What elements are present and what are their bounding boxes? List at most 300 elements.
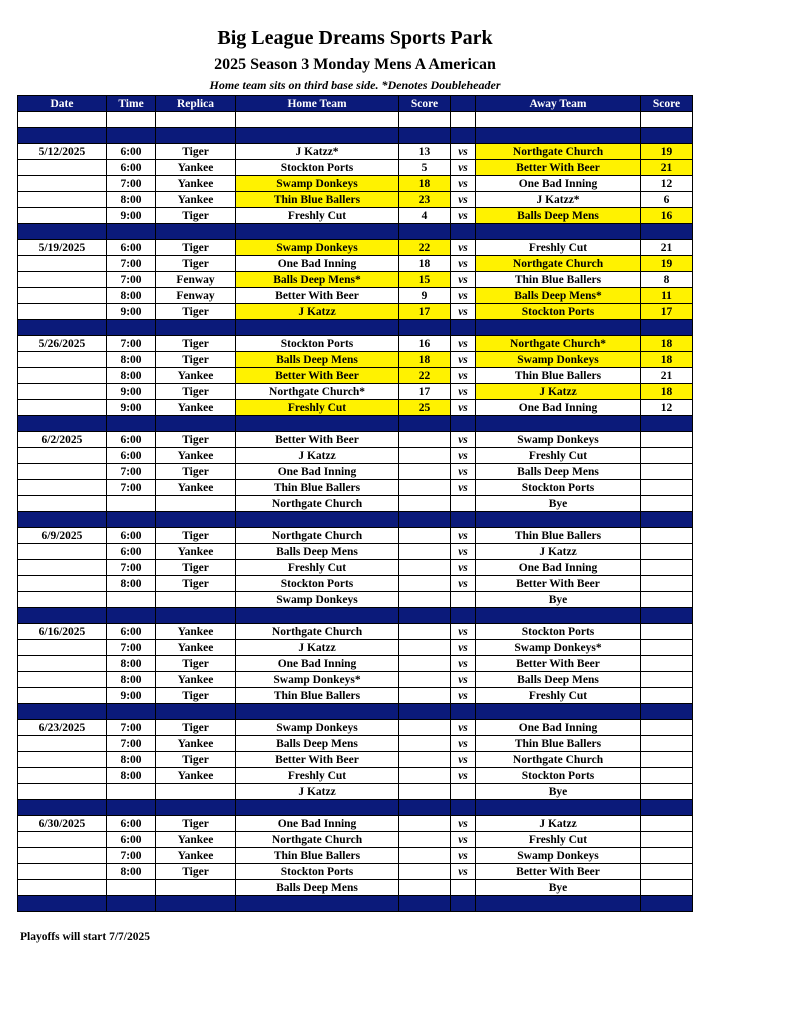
blank-row	[18, 112, 693, 128]
blank-cell	[18, 112, 107, 128]
replica-cell: Fenway	[156, 272, 236, 288]
home-team-cell: Balls Deep Mens	[236, 736, 399, 752]
replica-cell: Tiger	[156, 432, 236, 448]
away-team-cell: Better With Beer	[476, 656, 641, 672]
separator-cell	[18, 320, 107, 336]
separator-cell	[18, 512, 107, 528]
replica-cell: Tiger	[156, 656, 236, 672]
date-cell	[18, 768, 107, 784]
table-row	[18, 720, 693, 736]
home-team-cell: Swamp Donkeys	[236, 176, 399, 192]
away-team-cell: Better With Beer	[476, 160, 641, 176]
replica-cell: Yankee	[156, 480, 236, 496]
col-away-score-header: Score	[641, 96, 693, 112]
date-cell	[18, 352, 107, 368]
home-team-cell: Balls Deep Mens	[236, 544, 399, 560]
home-score-cell	[399, 832, 451, 848]
home-score-cell: 9	[399, 288, 451, 304]
blank-cell	[236, 112, 399, 128]
table-row	[18, 576, 693, 592]
separator-cell	[476, 128, 641, 144]
table-row	[18, 592, 693, 608]
date-cell	[18, 672, 107, 688]
away-team-cell: One Bad Inning	[476, 176, 641, 192]
table-row	[18, 624, 693, 640]
blank-cell	[476, 112, 641, 128]
home-score-cell: 16	[399, 336, 451, 352]
home-score-cell	[399, 736, 451, 752]
away-score-cell: 19	[641, 144, 693, 160]
page-subtitle: 2025 Season 3 Monday Mens A American	[214, 56, 496, 73]
separator-cell	[399, 704, 451, 720]
separator-cell	[156, 320, 236, 336]
away-score-cell	[641, 736, 693, 752]
vs-cell: vs	[451, 144, 476, 160]
home-team-cell: Swamp Donkeys*	[236, 672, 399, 688]
blank-cell	[399, 112, 451, 128]
home-score-cell	[399, 672, 451, 688]
home-team-cell: Better With Beer	[236, 288, 399, 304]
vs-cell: vs	[451, 560, 476, 576]
away-team-cell: Swamp Donkeys	[476, 848, 641, 864]
home-team-cell: Thin Blue Ballers	[236, 688, 399, 704]
vs-cell: vs	[451, 336, 476, 352]
away-team-cell: Bye	[476, 592, 641, 608]
time-cell: 8:00	[107, 656, 156, 672]
date-cell: 6/2/2025	[18, 432, 107, 448]
separator-cell	[399, 224, 451, 240]
away-score-cell	[641, 544, 693, 560]
replica-cell: Tiger	[156, 352, 236, 368]
time-cell: 9:00	[107, 304, 156, 320]
vs-cell: vs	[451, 640, 476, 656]
home-team-cell: Thin Blue Ballers	[236, 192, 399, 208]
home-score-cell	[399, 768, 451, 784]
home-score-cell: 13	[399, 144, 451, 160]
separator-cell	[156, 128, 236, 144]
home-score-cell	[399, 784, 451, 800]
separator-cell	[476, 608, 641, 624]
time-cell: 7:00	[107, 176, 156, 192]
home-team-cell: J Katzz	[236, 448, 399, 464]
replica-cell: Yankee	[156, 672, 236, 688]
home-team-cell: J Katzz	[236, 304, 399, 320]
week-separator	[18, 416, 693, 432]
vs-cell: vs	[451, 384, 476, 400]
time-cell: 8:00	[107, 288, 156, 304]
vs-cell: vs	[451, 864, 476, 880]
table-row	[18, 160, 693, 176]
home-team-cell: Thin Blue Ballers	[236, 848, 399, 864]
away-team-cell: Stockton Ports	[476, 768, 641, 784]
away-team-cell: Swamp Donkeys	[476, 352, 641, 368]
home-team-cell: Freshly Cut	[236, 208, 399, 224]
table-row	[18, 544, 693, 560]
away-score-cell	[641, 880, 693, 896]
away-score-cell: 11	[641, 288, 693, 304]
separator-cell	[107, 800, 156, 816]
home-team-cell: Better With Beer	[236, 432, 399, 448]
separator-cell	[107, 896, 156, 912]
replica-cell: Tiger	[156, 144, 236, 160]
home-team-cell: Freshly Cut	[236, 768, 399, 784]
date-cell	[18, 448, 107, 464]
vs-cell: vs	[451, 768, 476, 784]
time-cell	[107, 592, 156, 608]
away-score-cell: 18	[641, 384, 693, 400]
blank-cell	[451, 112, 476, 128]
separator-cell	[236, 800, 399, 816]
time-cell: 7:00	[107, 464, 156, 480]
home-score-cell	[399, 560, 451, 576]
away-team-cell: Stockton Ports	[476, 304, 641, 320]
away-team-cell: Bye	[476, 496, 641, 512]
time-cell: 7:00	[107, 560, 156, 576]
home-score-cell: 18	[399, 176, 451, 192]
vs-cell: vs	[451, 576, 476, 592]
away-team-cell: Freshly Cut	[476, 448, 641, 464]
vs-cell: vs	[451, 432, 476, 448]
away-score-cell	[641, 688, 693, 704]
replica-cell: Tiger	[156, 256, 236, 272]
date-cell	[18, 752, 107, 768]
blank-cell	[107, 112, 156, 128]
home-score-cell: 17	[399, 384, 451, 400]
home-team-cell: J Katzz*	[236, 144, 399, 160]
date-cell	[18, 288, 107, 304]
playoffs-note: Playoffs will start 7/7/2025	[20, 931, 150, 943]
separator-cell	[156, 800, 236, 816]
time-cell: 8:00	[107, 864, 156, 880]
time-cell: 8:00	[107, 752, 156, 768]
separator-cell	[399, 416, 451, 432]
away-score-cell: 16	[641, 208, 693, 224]
time-cell: 6:00	[107, 160, 156, 176]
date-cell	[18, 688, 107, 704]
time-cell: 9:00	[107, 208, 156, 224]
separator-cell	[641, 800, 693, 816]
col-date-header: Date	[18, 96, 107, 112]
away-score-cell: 18	[641, 352, 693, 368]
separator-cell	[156, 224, 236, 240]
vs-cell: vs	[451, 400, 476, 416]
vs-cell: vs	[451, 272, 476, 288]
date-cell	[18, 656, 107, 672]
home-score-cell: 23	[399, 192, 451, 208]
away-score-cell	[641, 848, 693, 864]
date-cell	[18, 304, 107, 320]
separator-cell	[641, 608, 693, 624]
blank-cell	[156, 112, 236, 128]
time-cell: 6:00	[107, 624, 156, 640]
table-row	[18, 432, 693, 448]
away-score-cell	[641, 496, 693, 512]
date-cell: 6/23/2025	[18, 720, 107, 736]
time-cell: 9:00	[107, 688, 156, 704]
home-score-cell: 18	[399, 352, 451, 368]
date-cell	[18, 208, 107, 224]
home-score-cell	[399, 464, 451, 480]
separator-cell	[236, 896, 399, 912]
separator-cell	[236, 608, 399, 624]
time-cell: 6:00	[107, 816, 156, 832]
separator-cell	[107, 512, 156, 528]
home-score-cell: 5	[399, 160, 451, 176]
home-team-cell: Balls Deep Mens	[236, 880, 399, 896]
table-row	[18, 848, 693, 864]
separator-cell	[451, 416, 476, 432]
away-score-cell	[641, 816, 693, 832]
table-row	[18, 528, 693, 544]
home-team-cell: Stockton Ports	[236, 864, 399, 880]
week-separator	[18, 800, 693, 816]
vs-cell	[451, 784, 476, 800]
away-team-cell: Northgate Church	[476, 256, 641, 272]
away-team-cell: Thin Blue Ballers	[476, 736, 641, 752]
away-score-cell	[641, 720, 693, 736]
separator-cell	[156, 896, 236, 912]
home-score-cell: 17	[399, 304, 451, 320]
table-row	[18, 288, 693, 304]
time-cell: 7:00	[107, 480, 156, 496]
table-row	[18, 480, 693, 496]
away-team-cell: Better With Beer	[476, 864, 641, 880]
home-team-cell: Freshly Cut	[236, 400, 399, 416]
time-cell: 6:00	[107, 432, 156, 448]
replica-cell: Yankee	[156, 736, 236, 752]
separator-cell	[107, 224, 156, 240]
date-cell: 5/19/2025	[18, 240, 107, 256]
separator-cell	[236, 704, 399, 720]
home-score-cell	[399, 880, 451, 896]
vs-cell: vs	[451, 672, 476, 688]
replica-cell: Tiger	[156, 752, 236, 768]
separator-cell	[18, 224, 107, 240]
away-team-cell: Thin Blue Ballers	[476, 528, 641, 544]
home-score-cell	[399, 640, 451, 656]
home-score-cell	[399, 656, 451, 672]
vs-cell	[451, 592, 476, 608]
table-row	[18, 832, 693, 848]
separator-cell	[236, 320, 399, 336]
vs-cell	[451, 496, 476, 512]
week-separator	[18, 896, 693, 912]
date-cell	[18, 576, 107, 592]
separator-cell	[18, 704, 107, 720]
replica-cell: Tiger	[156, 208, 236, 224]
vs-cell: vs	[451, 624, 476, 640]
home-team-cell: Northgate Church	[236, 832, 399, 848]
time-cell: 9:00	[107, 384, 156, 400]
separator-cell	[399, 320, 451, 336]
away-team-cell: Bye	[476, 880, 641, 896]
away-score-cell: 12	[641, 400, 693, 416]
replica-cell: Yankee	[156, 160, 236, 176]
separator-cell	[107, 416, 156, 432]
date-cell	[18, 736, 107, 752]
separator-cell	[451, 800, 476, 816]
home-team-cell: Freshly Cut	[236, 560, 399, 576]
separator-cell	[641, 416, 693, 432]
home-team-cell: Stockton Ports	[236, 160, 399, 176]
away-team-cell: Better With Beer	[476, 576, 641, 592]
date-cell	[18, 880, 107, 896]
away-score-cell	[641, 592, 693, 608]
time-cell: 8:00	[107, 672, 156, 688]
home-score-cell	[399, 752, 451, 768]
date-cell	[18, 496, 107, 512]
table-row	[18, 864, 693, 880]
date-cell: 6/16/2025	[18, 624, 107, 640]
replica-cell: Tiger	[156, 688, 236, 704]
col-time-header: Time	[107, 96, 156, 112]
separator-cell	[236, 512, 399, 528]
separator-cell	[399, 800, 451, 816]
separator-cell	[107, 128, 156, 144]
away-team-cell: Thin Blue Ballers	[476, 272, 641, 288]
separator-cell	[399, 512, 451, 528]
col-home-score-header: Score	[399, 96, 451, 112]
vs-cell: vs	[451, 240, 476, 256]
date-cell	[18, 592, 107, 608]
away-score-cell: 17	[641, 304, 693, 320]
away-score-cell	[641, 832, 693, 848]
table-row	[18, 240, 693, 256]
vs-cell: vs	[451, 352, 476, 368]
vs-cell: vs	[451, 832, 476, 848]
replica-cell: Yankee	[156, 768, 236, 784]
home-score-cell	[399, 544, 451, 560]
away-score-cell: 21	[641, 368, 693, 384]
away-score-cell	[641, 480, 693, 496]
vs-cell: vs	[451, 720, 476, 736]
table-row	[18, 336, 693, 352]
table-row	[18, 384, 693, 400]
home-score-cell	[399, 720, 451, 736]
replica-cell: Fenway	[156, 288, 236, 304]
col-vs-header	[451, 96, 476, 112]
separator-cell	[476, 416, 641, 432]
separator-cell	[451, 896, 476, 912]
time-cell: 8:00	[107, 368, 156, 384]
date-cell	[18, 864, 107, 880]
replica-cell: Yankee	[156, 448, 236, 464]
away-score-cell: 6	[641, 192, 693, 208]
vs-cell: vs	[451, 480, 476, 496]
replica-cell: Tiger	[156, 560, 236, 576]
separator-cell	[451, 704, 476, 720]
separator-cell	[451, 512, 476, 528]
table-row	[18, 768, 693, 784]
date-cell	[18, 192, 107, 208]
table-row	[18, 880, 693, 896]
table-row	[18, 656, 693, 672]
week-separator	[18, 224, 693, 240]
replica-cell	[156, 880, 236, 896]
date-cell	[18, 640, 107, 656]
away-score-cell	[641, 432, 693, 448]
separator-cell	[236, 128, 399, 144]
replica-cell: Tiger	[156, 336, 236, 352]
home-team-cell: One Bad Inning	[236, 656, 399, 672]
vs-cell: vs	[451, 688, 476, 704]
away-team-cell: Freshly Cut	[476, 240, 641, 256]
vs-cell: vs	[451, 848, 476, 864]
vs-cell	[451, 880, 476, 896]
date-cell	[18, 384, 107, 400]
time-cell: 8:00	[107, 768, 156, 784]
separator-cell	[18, 800, 107, 816]
date-cell	[18, 400, 107, 416]
date-cell	[18, 464, 107, 480]
separator-cell	[236, 224, 399, 240]
separator-cell	[107, 704, 156, 720]
vs-cell: vs	[451, 208, 476, 224]
table-row	[18, 672, 693, 688]
home-score-cell	[399, 592, 451, 608]
schedule-note: Home team sits on third base side. *Denotes Doubleheader	[209, 78, 501, 92]
schedule-table	[17, 95, 693, 912]
date-cell	[18, 480, 107, 496]
time-cell: 9:00	[107, 400, 156, 416]
separator-cell	[156, 512, 236, 528]
date-cell	[18, 368, 107, 384]
table-row	[18, 560, 693, 576]
home-team-cell: Balls Deep Mens*	[236, 272, 399, 288]
away-score-cell	[641, 784, 693, 800]
time-cell: 7:00	[107, 256, 156, 272]
replica-cell: Tiger	[156, 240, 236, 256]
home-score-cell: 4	[399, 208, 451, 224]
date-cell: 6/9/2025	[18, 528, 107, 544]
vs-cell: vs	[451, 304, 476, 320]
home-team-cell: J Katzz	[236, 784, 399, 800]
table-row	[18, 752, 693, 768]
home-score-cell	[399, 688, 451, 704]
time-cell	[107, 880, 156, 896]
table-row	[18, 256, 693, 272]
vs-cell: vs	[451, 464, 476, 480]
table-row	[18, 784, 693, 800]
replica-cell: Yankee	[156, 400, 236, 416]
home-score-cell	[399, 496, 451, 512]
replica-cell: Yankee	[156, 848, 236, 864]
vs-cell: vs	[451, 736, 476, 752]
home-score-cell	[399, 624, 451, 640]
table-row	[18, 688, 693, 704]
away-score-cell	[641, 624, 693, 640]
vs-cell: vs	[451, 192, 476, 208]
separator-cell	[476, 224, 641, 240]
table-row	[18, 400, 693, 416]
replica-cell: Yankee	[156, 544, 236, 560]
replica-cell: Tiger	[156, 304, 236, 320]
separator-cell	[641, 704, 693, 720]
replica-cell: Yankee	[156, 832, 236, 848]
away-team-cell: One Bad Inning	[476, 560, 641, 576]
separator-cell	[399, 128, 451, 144]
away-score-cell	[641, 752, 693, 768]
away-score-cell: 21	[641, 240, 693, 256]
separator-cell	[476, 512, 641, 528]
separator-cell	[451, 320, 476, 336]
vs-cell: vs	[451, 448, 476, 464]
date-cell: 6/30/2025	[18, 816, 107, 832]
replica-cell	[156, 592, 236, 608]
date-cell	[18, 784, 107, 800]
home-team-cell: One Bad Inning	[236, 816, 399, 832]
away-score-cell	[641, 448, 693, 464]
